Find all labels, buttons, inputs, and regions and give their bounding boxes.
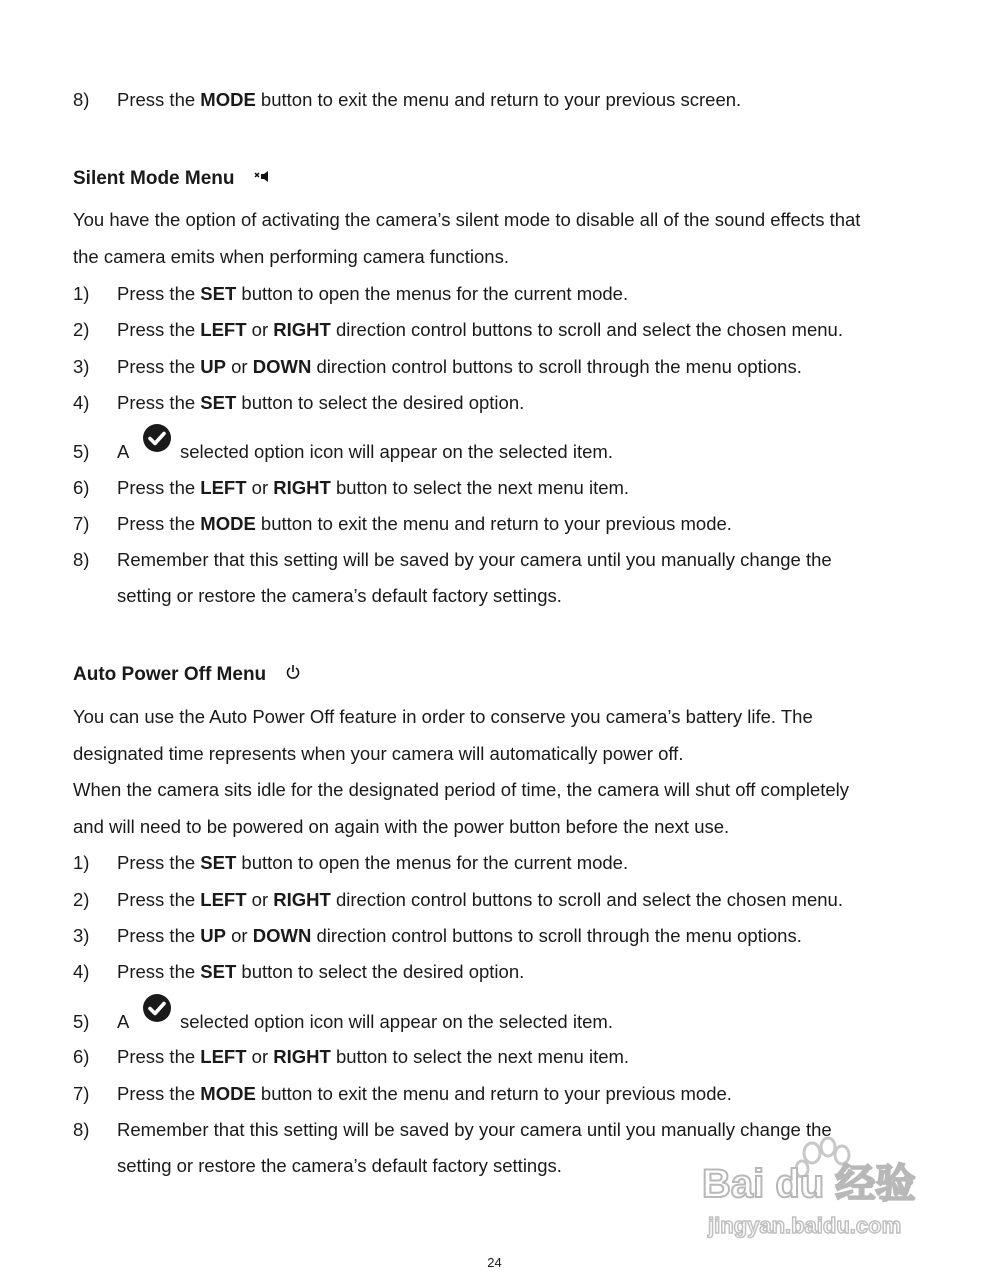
step-text: selected option icon will appear on the selected item. — [180, 1011, 613, 1032]
step-number: 8) — [73, 549, 90, 570]
step-text: Remember that this setting will be saved by your camera until you manually change the — [117, 549, 832, 570]
step-number: 6) — [73, 1046, 90, 1067]
step-text: Press the SET button to open the menus for the current mode. — [117, 852, 629, 873]
step-text: Press the SET button to open the menus for the current mode. — [117, 283, 629, 304]
step-text: Press the MODE button to exit the menu and return to your previous mode. — [117, 513, 732, 534]
step-text: Press the UP or DOWN direction control buttons to scroll through the menu options. — [117, 356, 802, 377]
paragraph: the camera emits when performing camera functions. — [73, 246, 509, 267]
watermark-logo: Bai du 经验 — [702, 1162, 916, 1206]
step-number: 7) — [73, 1083, 90, 1104]
step-text: Press the LEFT or RIGHT button to select the next menu item. — [117, 477, 630, 498]
step-number: 1) — [73, 852, 90, 873]
paragraph: When the camera sits idle for the designated period of time, the camera will shut off completely — [73, 779, 850, 800]
power-icon — [285, 664, 301, 686]
step-text-continued: setting or restore the camera’s default factory settings. — [117, 1155, 562, 1176]
step-number: 5) — [73, 1011, 90, 1032]
step-number: 5) — [73, 441, 90, 462]
step-text: Press the UP or DOWN direction control buttons to scroll through the menu options. — [117, 925, 802, 946]
paragraph: designated time represents when your camera will automatically power off. — [73, 743, 684, 764]
step-number: 8) — [73, 89, 90, 110]
section-heading-auto-power-off: Auto Power Off Menu — [73, 664, 301, 686]
step-text: Press the LEFT or RIGHT direction control buttons to scroll and select the chosen menu. — [117, 319, 843, 340]
checkmark-icon — [142, 423, 172, 458]
page-number: 24 — [487, 1255, 502, 1270]
paragraph: You have the option of activating the camera’s silent mode to disable all of the sound effects that — [73, 209, 861, 230]
step-text: Press the LEFT or RIGHT direction control buttons to scroll and select the chosen menu. — [117, 889, 843, 910]
step-number: 8) — [73, 1119, 90, 1140]
checkmark-icon — [142, 993, 172, 1028]
step-text: Remember that this setting will be saved by your camera until you manually change the — [117, 1119, 832, 1140]
speaker-mute-icon — [254, 168, 272, 190]
step-number: 4) — [73, 961, 90, 982]
step-number: 2) — [73, 889, 90, 910]
step-text: Press the SET button to select the desired option. — [117, 392, 525, 413]
step-number: 6) — [73, 477, 90, 498]
step-text-a: A — [117, 1011, 130, 1032]
step-text: Press the MODE button to exit the menu and return to your previous screen. — [117, 89, 742, 110]
step-text-a: A — [117, 441, 130, 462]
section-heading-silent-mode: Silent Mode Menu — [73, 168, 272, 190]
step-text-continued: setting or restore the camera’s default factory settings. — [117, 585, 562, 606]
step-text: Press the SET button to select the desired option. — [117, 961, 525, 982]
step-number: 3) — [73, 356, 90, 377]
step-number: 2) — [73, 319, 90, 340]
step-number: 3) — [73, 925, 90, 946]
step-number: 1) — [73, 283, 90, 304]
step-number: 4) — [73, 392, 90, 413]
watermark-url: jingyan.baidu.com — [708, 1213, 902, 1238]
paragraph: You can use the Auto Power Off feature in order to conserve you camera’s battery life. The — [73, 706, 813, 727]
step-number: 7) — [73, 513, 90, 534]
step-text: Press the LEFT or RIGHT button to select the next menu item. — [117, 1046, 630, 1067]
step-text: selected option icon will appear on the selected item. — [180, 441, 613, 462]
paragraph: and will need to be powered on again with the power button before the next use. — [73, 816, 730, 837]
baidu-watermark — [690, 1135, 950, 1245]
step-text: Press the MODE button to exit the menu and return to your previous mode. — [117, 1083, 732, 1104]
